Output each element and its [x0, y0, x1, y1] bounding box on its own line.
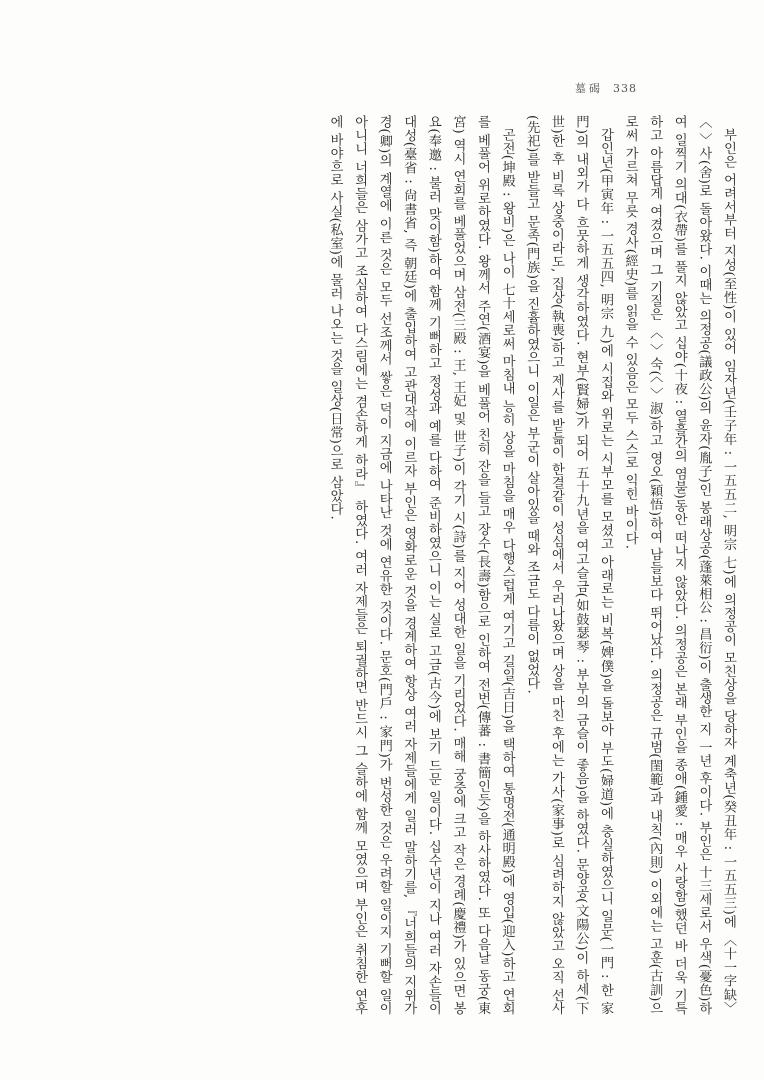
- page-header: [575, 80, 685, 96]
- page-number: 338: [613, 82, 637, 95]
- vertical-text-body: [80, 115, 740, 1015]
- paragraph: 갑인년(甲寅年 : 一五五四, 明宗 九)에 시집와 위로는 시부모를 모셨고 아래로는 비복(婢僕)을 돌보아 부도(婦道)에 충실하였으니 일문(一門 : 한 家門)의 내외가 다 흐뭇하게 생각하였다. 현부(賢婦)가 되어 五十九년을 여고슬금(如鼓瑟琴 : 부부의 금슬이 좋음)을 하였다. 문양공(文陽公)이 하세(下世)한 후 비록 상중이라도, 집상(執喪)하고 제사를 받듦이 한결같이 성심에서 우러나왔으며 상을 마친 후에는 가사(家事)로 심려하지 않았고 오직 선사(先祀)를 받들고 문족(門族)을 진휼하였으니 이일은 부군이 살아있을 때와 조금도 다름이 없었다.: [524, 115, 614, 1015]
- running-title: 墓碣: [575, 82, 603, 95]
- paragraph: 곤전(坤殿 : 왕비)은 나이 七十세로써 마침내 능히 상을 마침을 매우 다행스럽게 여기고 길일(吉日)을 택하여 통명전(通明殿)에 영입(迎入)하고 연회를 베풀어 위로하였다. 왕께서 주연(酒宴)을 베풀어 친히 잔을 들고 장수(長壽)함으로 인하여 전번(傳蕃 : 書簡인듯)을 하사하였다. 또 다음날 동궁(東宮) 역시 연회를 베풀었으며 삼전(三殿 : 王, 王妃 및 世子)이 각기 시(詩)를 지어 성대한 일을 기리었다. 매해 궁중에 크고 작은 경례(慶禮)가 있으면 봉요(奉邀 : 불러 맞이함)하여 함께 기뻐하고 정성과 예를 다하여 준비하였으니 이는 실로 고금(古今)에 보기 드문 일이다. 십수년이 지나 여러 자손들이 대성(臺省 : 尙書省, 즉 朝廷)에 출입하여 고관대작에 이르자 부인은 영화로운 것을 경계하여 항상 여러 자제들에게 일러 말하기를, 『너희들의 지위가 경(卿)의 계열에 이른 것은 모두 선조께서 쌓은 덕이 지금에 나타난 것에 연유한 것이다. 문호(門戶 : 家門)가 번성한 것은 우려할 일이지 기뻐할 일이 아니니 너희들은 삼가고 조심하여 다스림에는 겸손하게 하라』 하였다. 여러 자제들은 퇴궐하면 반드시 그 슬하에 함께 모였으며 부인은 취침한 연후에 바야흐로 사실(私室)에 물러 나오는 것을 일상(日常)으로 삼았다.: [327, 115, 515, 1015]
- paragraph: 부인은 어려서부터 지성(至性)이 있어 임자년(壬子年 : 一五五二, 明宗 七)에 의정공이 모친상을 당하자 계축년(癸丑年 : 一五五三)에 〈十一字缺〉 〈 〉사(舍)로 돌아왔다. 이때는 의정공(議政公)의 윤자(胤子)인 봉래상공(蓬萊相公 : 昌衍)이 출생한 지 一년 후이다. 부인은 十三세로서 우색(憂色)하여 일찍기 의대(衣帶)를 풀지 않았고 십야(十夜 : 열흘간의 염불)동안 떠나지 않았다. 의정공은 본래 부인을 종애(鍾愛 : 매우 사랑함)했던 바 더욱 기특하고 아름답게 여겼으며 그 기질은 〈 〉숙(〈 〉淑)하고 영오(穎悟)하여 남들보다 뛰어났다. 의정공은 규범(閨範)과 내칙(內則) 이외에는 고훈(古訓)으로써 가르쳐 무릇 경사(經史)를 읽을 수 있음은 모두 스스로 익힌 바이다.: [622, 115, 736, 1015]
